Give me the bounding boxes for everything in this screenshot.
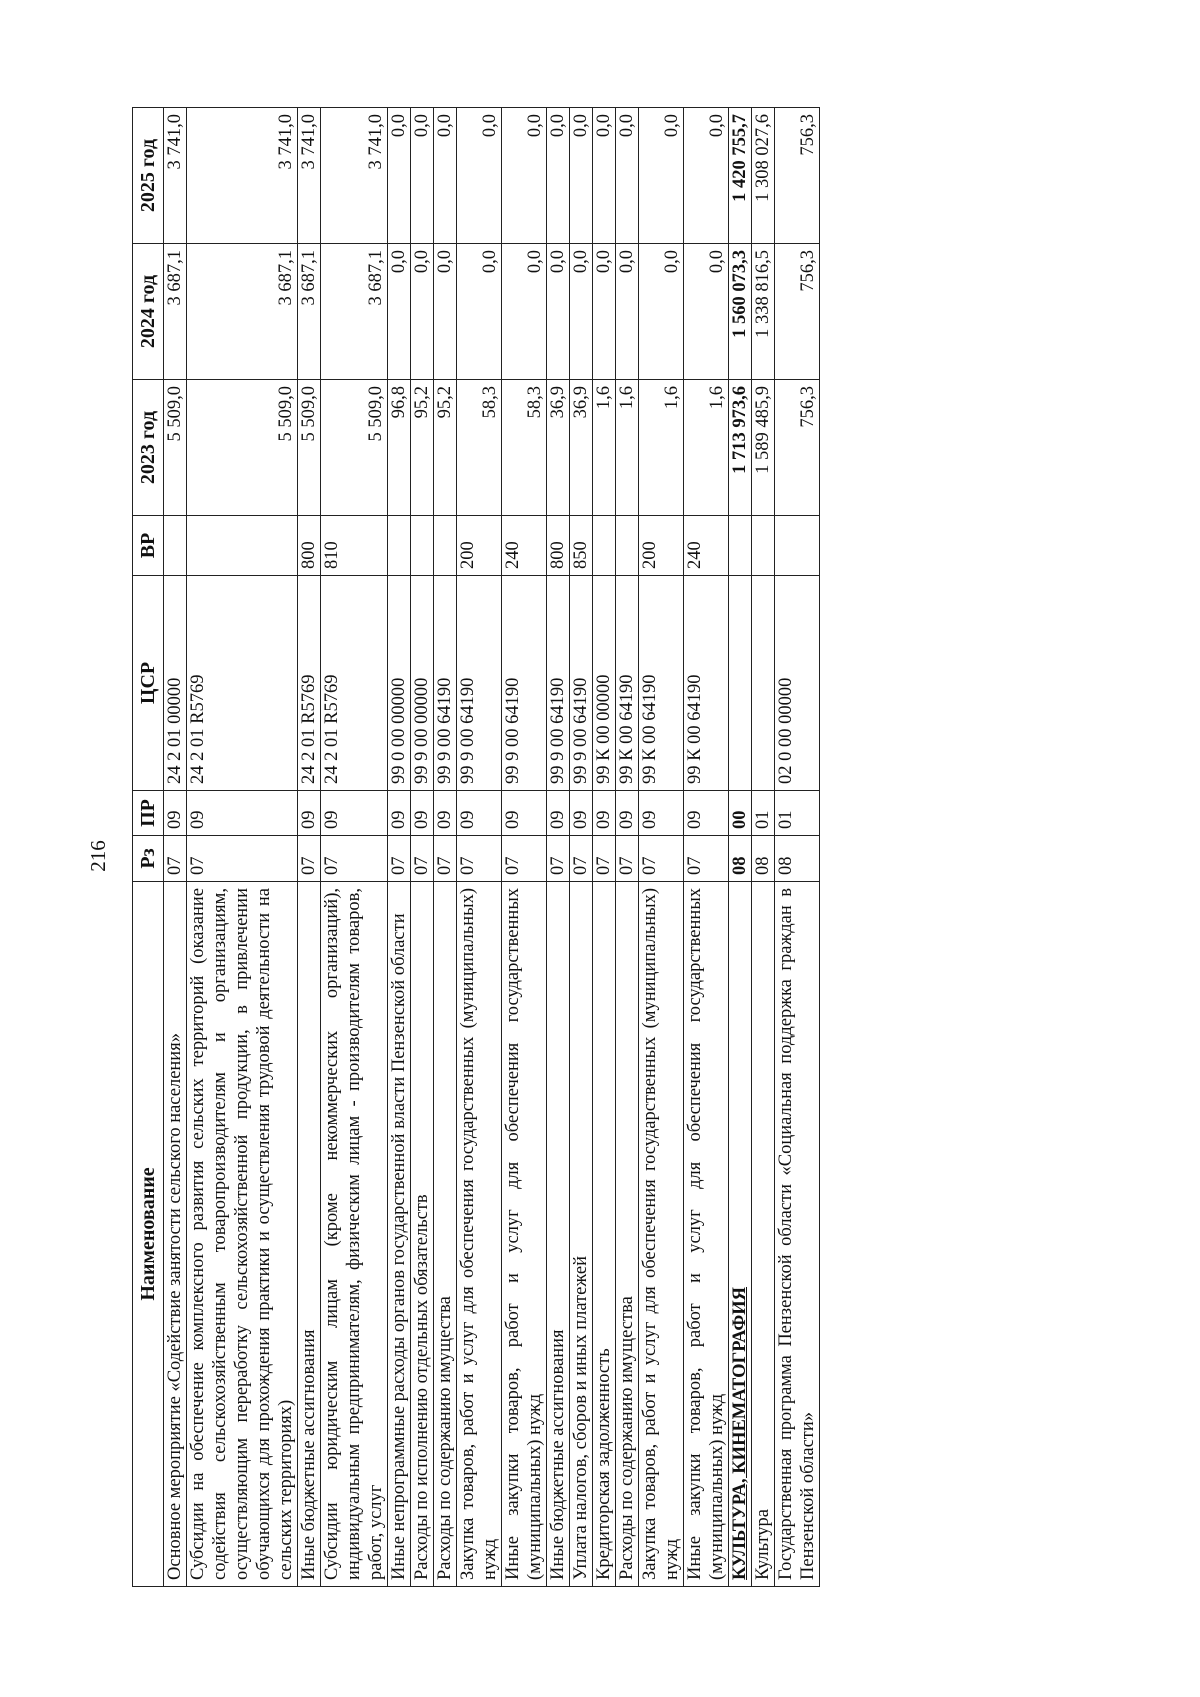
cell-vr: 800: [298, 516, 321, 576]
cell-vr: 200: [639, 516, 684, 576]
table-row: [411, 108, 434, 1587]
cell-pr: 09: [434, 791, 457, 836]
cell-vr: [616, 516, 639, 576]
cell-vr: [434, 516, 457, 576]
cell-csr: 24 2 01 R5769: [187, 576, 298, 791]
cell-pr: 09: [502, 791, 547, 836]
cell-pr: 09: [411, 791, 434, 836]
page-number: 216: [85, 840, 110, 872]
cell-2025: 3 741,0: [321, 108, 388, 244]
cell-csr: 99 9 00 64190: [434, 576, 457, 791]
cell-2024: 1 560 073,3: [729, 244, 752, 380]
table-row: [684, 108, 729, 1587]
cell-2025: 0,0: [434, 108, 457, 244]
cell-pr: 09: [457, 791, 502, 836]
cell-2024: 3 687,1: [187, 244, 298, 380]
header-vr: ВР: [133, 516, 164, 576]
table-row: [321, 108, 388, 1587]
table-row: [547, 108, 570, 1587]
header-name: Наименование: [133, 882, 164, 1587]
header-2023: 2023 год: [133, 380, 164, 516]
cell-2025: 756,3: [775, 108, 820, 244]
cell-name: Уплата налогов, сборов и иных платежей: [570, 882, 593, 1587]
table-row: [388, 108, 411, 1587]
cell-2024: 0,0: [457, 244, 502, 380]
cell-rz: 07: [457, 836, 502, 882]
table-row: [457, 108, 502, 1587]
cell-pr: 09: [616, 791, 639, 836]
cell-rz: 07: [639, 836, 684, 882]
cell-rz: 08: [775, 836, 820, 882]
cell-csr: 99 9 00 64190: [547, 576, 570, 791]
cell-vr: 810: [321, 516, 388, 576]
cell-csr: 24 2 01 R5769: [298, 576, 321, 791]
cell-2024: 1 338 816,5: [752, 244, 775, 380]
header-2024: 2024 год: [133, 244, 164, 380]
cell-rz: 07: [502, 836, 547, 882]
cell-rz: 08: [729, 836, 752, 882]
cell-rz: 07: [411, 836, 434, 882]
cell-csr: 99 9 00 64190: [457, 576, 502, 791]
cell-2024: 3 687,1: [298, 244, 321, 380]
cell-2023: 5 509,0: [298, 380, 321, 516]
cell-name: Закупка товаров, работ и услуг для обеспечения государственных (муниципальных) нужд: [639, 882, 684, 1587]
cell-2023: 58,3: [502, 380, 547, 516]
cell-csr: 99 9 00 00000: [411, 576, 434, 791]
header-row: [133, 108, 164, 1587]
cell-2023: 1,6: [616, 380, 639, 516]
cell-name: КУЛЬТУРА, КИНЕМАТОГРАФИЯ: [729, 882, 752, 1587]
cell-pr: 09: [570, 791, 593, 836]
cell-vr: [775, 516, 820, 576]
cell-2023: 5 509,0: [187, 380, 298, 516]
cell-pr: 09: [547, 791, 570, 836]
cell-2023: 95,2: [411, 380, 434, 516]
cell-2024: 0,0: [684, 244, 729, 380]
cell-vr: [593, 516, 616, 576]
cell-2025: 0,0: [639, 108, 684, 244]
cell-2024: 0,0: [411, 244, 434, 380]
cell-csr: 99 К 00 64190: [684, 576, 729, 791]
cell-vr: [729, 516, 752, 576]
cell-vr: 240: [684, 516, 729, 576]
cell-pr: 01: [775, 791, 820, 836]
cell-rz: 07: [434, 836, 457, 882]
table-row: [639, 108, 684, 1587]
cell-vr: 240: [502, 516, 547, 576]
cell-2023: 5 509,0: [321, 380, 388, 516]
cell-2023: 1,6: [593, 380, 616, 516]
cell-2025: 0,0: [684, 108, 729, 244]
cell-2025: 0,0: [570, 108, 593, 244]
cell-rz: 07: [298, 836, 321, 882]
cell-vr: [388, 516, 411, 576]
cell-name: Иные непрограммные расходы органов государственной власти Пензенской области: [388, 882, 411, 1587]
cell-name: Культура: [752, 882, 775, 1587]
table-row: [729, 108, 752, 1587]
cell-pr: 09: [187, 791, 298, 836]
cell-2023: 95,2: [434, 380, 457, 516]
cell-2023: 1 713 973,6: [729, 380, 752, 516]
cell-pr: 09: [639, 791, 684, 836]
cell-vr: [187, 516, 298, 576]
table-row: [775, 108, 820, 1587]
cell-rz: 07: [187, 836, 298, 882]
cell-pr: 09: [388, 791, 411, 836]
cell-vr: 800: [547, 516, 570, 576]
cell-pr: 09: [164, 791, 187, 836]
table-row: [434, 108, 457, 1587]
cell-pr: 09: [684, 791, 729, 836]
cell-2025: 0,0: [457, 108, 502, 244]
cell-csr: 99 9 00 64190: [502, 576, 547, 791]
cell-name: Расходы по содержанию имущества: [434, 882, 457, 1587]
table-row: [570, 108, 593, 1587]
budget-table: [132, 107, 820, 1587]
cell-pr: 09: [593, 791, 616, 836]
budget-table-rotated: [132, 107, 975, 1587]
cell-2025: 0,0: [388, 108, 411, 244]
cell-vr: [164, 516, 187, 576]
cell-2025: 3 741,0: [298, 108, 321, 244]
cell-2024: 756,3: [775, 244, 820, 380]
cell-2025: 0,0: [616, 108, 639, 244]
cell-name: Кредиторская задолженность: [593, 882, 616, 1587]
cell-2024: 0,0: [547, 244, 570, 380]
cell-csr: 99 К 00 00000: [593, 576, 616, 791]
cell-2023: 36,9: [547, 380, 570, 516]
cell-pr: 01: [752, 791, 775, 836]
cell-2023: 1,6: [639, 380, 684, 516]
table-row: [752, 108, 775, 1587]
cell-csr: [729, 576, 752, 791]
cell-rz: 07: [164, 836, 187, 882]
table-row: [593, 108, 616, 1587]
cell-2025: 0,0: [502, 108, 547, 244]
cell-name: Закупка товаров, работ и услуг для обеспечения государственных (муниципальных) нужд: [457, 882, 502, 1587]
cell-2025: 0,0: [593, 108, 616, 244]
cell-name: Расходы по содержанию имущества: [616, 882, 639, 1587]
header-2025: 2025 год: [133, 108, 164, 244]
cell-rz: 07: [388, 836, 411, 882]
cell-name: Государственная программа Пензенской области «Социальная поддержка граждан в Пензенской области»: [775, 882, 820, 1587]
cell-2025: 1 308 027,6: [752, 108, 775, 244]
cell-2023: 96,8: [388, 380, 411, 516]
header-csr: ЦСР: [133, 576, 164, 791]
cell-rz: 07: [684, 836, 729, 882]
cell-2024: 0,0: [502, 244, 547, 380]
cell-rz: 07: [570, 836, 593, 882]
cell-csr: 99 9 00 64190: [570, 576, 593, 791]
cell-name: Субсидии юридическим лицам (кроме некоммерческих организаций), индивидуальным предпринимателям, физическим лицам - производителям товаров, работ, услуг: [321, 882, 388, 1587]
cell-csr: 99 К 00 64190: [639, 576, 684, 791]
cell-2025: 1 420 755,7: [729, 108, 752, 244]
cell-2024: 0,0: [388, 244, 411, 380]
cell-csr: 24 2 01 R5769: [321, 576, 388, 791]
cell-pr: 09: [298, 791, 321, 836]
table-row: [298, 108, 321, 1587]
cell-rz: 07: [321, 836, 388, 882]
cell-2025: 0,0: [411, 108, 434, 244]
table-row: [164, 108, 187, 1587]
cell-2023: 1,6: [684, 380, 729, 516]
cell-rz: 08: [752, 836, 775, 882]
cell-name: Иные бюджетные ассигнования: [298, 882, 321, 1587]
cell-csr: 24 2 01 00000: [164, 576, 187, 791]
cell-csr: 02 0 00 00000: [775, 576, 820, 791]
cell-csr: [752, 576, 775, 791]
cell-pr: 00: [729, 791, 752, 836]
cell-2023: 1 589 485,9: [752, 380, 775, 516]
cell-2024: 0,0: [616, 244, 639, 380]
cell-rz: 07: [593, 836, 616, 882]
cell-rz: 07: [616, 836, 639, 882]
header-pr: ПР: [133, 791, 164, 836]
cell-2023: 756,3: [775, 380, 820, 516]
cell-2024: 3 687,1: [321, 244, 388, 380]
table-row: [187, 108, 298, 1587]
cell-name: Субсидии на обеспечение комплексного развития сельских территорий (оказание содействия сельскохозяйственным товаропроизводителям и организациям, осуществляющим переработку сельскохозяйственной продукции, в привлечении обучающихся для прохождения практики и осуществления трудовой деятельности на сельских территориях): [187, 882, 298, 1587]
header-rz: Рз: [133, 836, 164, 882]
cell-rz: 07: [547, 836, 570, 882]
cell-csr: 99 К 00 64190: [616, 576, 639, 791]
table-row: [616, 108, 639, 1587]
cell-name: Иные бюджетные ассигнования: [547, 882, 570, 1587]
cell-name: Расходы по исполнению отдельных обязательств: [411, 882, 434, 1587]
cell-vr: [752, 516, 775, 576]
cell-csr: 99 0 00 00000: [388, 576, 411, 791]
cell-2023: 36,9: [570, 380, 593, 516]
cell-name: Иные закупки товаров, работ и услуг для обеспечения государственных (муниципальных) нужд: [684, 882, 729, 1587]
cell-2024: 0,0: [570, 244, 593, 380]
cell-2025: 0,0: [547, 108, 570, 244]
cell-name: Иные закупки товаров, работ и услуг для обеспечения государственных (муниципальных) нужд: [502, 882, 547, 1587]
cell-2024: 3 687,1: [164, 244, 187, 380]
cell-2025: 3 741,0: [164, 108, 187, 244]
cell-pr: 09: [321, 791, 388, 836]
cell-2025: 3 741,0: [187, 108, 298, 244]
cell-vr: [411, 516, 434, 576]
cell-name: Основное мероприятие «Содействие занятости сельского населения»: [164, 882, 187, 1587]
cell-vr: 850: [570, 516, 593, 576]
cell-2023: 5 509,0: [164, 380, 187, 516]
cell-2024: 0,0: [593, 244, 616, 380]
cell-2024: 0,0: [639, 244, 684, 380]
cell-2024: 0,0: [434, 244, 457, 380]
table-row: [502, 108, 547, 1587]
cell-2023: 58,3: [457, 380, 502, 516]
cell-vr: 200: [457, 516, 502, 576]
